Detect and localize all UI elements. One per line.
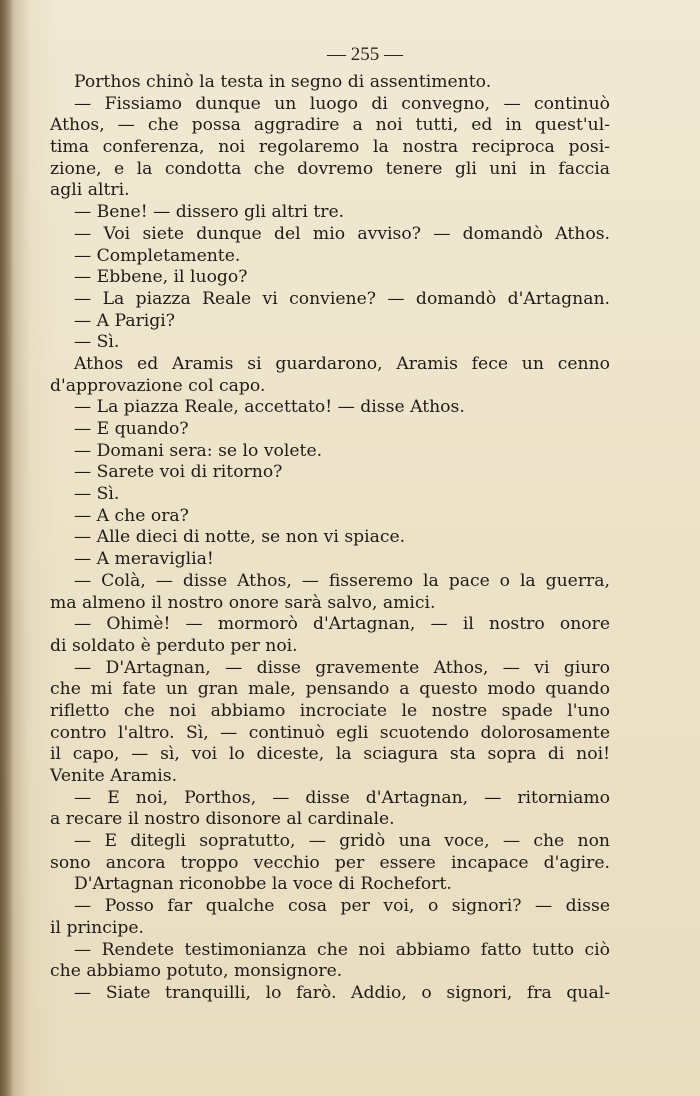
text-line: — Domani sera: se lo volete.	[74, 440, 323, 461]
text-line: — A meraviglia!	[74, 549, 214, 570]
text-line: — Sarete voi di ritorno?	[74, 462, 283, 483]
text-line: di soldato è perduto per noi.	[50, 635, 298, 656]
text-line: — Voi siete dunque del mio avviso? — domandò Athos.	[74, 223, 610, 244]
text-line: — Sì.	[74, 332, 120, 353]
text-line: D'Artagnan riconobbe la voce di Rochefort.	[74, 874, 452, 895]
text-line: — Sì.	[74, 484, 120, 505]
text-line: il capo, — sì, voi lo diceste, la sciagura sta sopra di noi!	[50, 744, 610, 765]
text-line: — Fissiamo dunque un luogo di convegno, — continuò	[74, 93, 610, 114]
text-line: Venite Aramis.	[50, 766, 178, 786]
text-line: — Colà, — disse Athos, — fisseremo la pace o la guerra,	[74, 570, 610, 591]
text-line: che abbiamo potuto, monsignore.	[50, 961, 343, 982]
text-line: Athos, — che possa aggradire a noi tutti, ed in quest'ul-	[50, 115, 610, 136]
text-line: — La piazza Reale vi conviene? — domandò d'Artagnan.	[74, 288, 610, 309]
text-line: Porthos chinò la testa in segno di assentimento.	[74, 72, 492, 92]
text-line: ma almeno il nostro onore sarà salvo, amici.	[50, 592, 436, 613]
text-line: — Completamente.	[74, 245, 241, 266]
text-line: d'approvazione col capo.	[50, 375, 266, 396]
text-line: che mi fate un gran male, pensando a questo modo quando	[50, 679, 610, 700]
text-line: agli altri.	[50, 180, 130, 201]
text-line: — A Parigi?	[74, 310, 175, 331]
text-line: contro l'altro. Sì, — continuò egli scuotendo dolorosamente	[50, 722, 610, 743]
text-line: Athos ed Aramis si guardarono, Aramis fece un cenno	[74, 353, 610, 374]
text-line: — E noi, Porthos, — disse d'Artagnan, — ritorniamo	[74, 787, 610, 808]
text-line: — A che ora?	[74, 505, 189, 526]
page-number: — 255 —	[327, 44, 403, 65]
text-line: — D'Artagnan, — disse gravemente Athos, — vi giuro	[74, 657, 610, 678]
text-line: il principe.	[50, 917, 145, 938]
body-text	[50, 72, 610, 1005]
text-line: — Rendete testimonianza che noi abbiamo fatto tutto ciò	[74, 939, 610, 960]
text-line: — Siate tranquilli, lo farò. Addio, o signori, fra qual-	[74, 982, 610, 1003]
text-line: — Posso far qualche cosa per voi, o signori? — disse	[74, 896, 610, 917]
spine-shadow	[0, 0, 14, 1096]
text-line: — Alle dieci di notte, se non vi spiace.	[74, 527, 406, 548]
text-line: — La piazza Reale, accettato! — disse Athos.	[74, 397, 465, 418]
text-line: sono ancora troppo vecchio per essere incapace d'agire.	[50, 852, 610, 873]
text-line: — E quando?	[74, 419, 189, 439]
text-line: — Bene! — dissero gli altri tre.	[74, 202, 345, 223]
text-line: rifletto che noi abbiamo incrociate le nostre spade l'uno	[50, 700, 610, 721]
text-line: — Ohimè! — mormorò d'Artagnan, — il nostro onore	[74, 614, 610, 635]
text-line: zione, e la condotta che dovremo tenere gli uni in faccia	[50, 158, 610, 179]
text-line: a recare il nostro disonore al cardinale.	[50, 809, 395, 830]
text-line: — E ditegli sopratutto, — gridò una voce, — che non	[74, 831, 610, 852]
text-line: — Ebbene, il luogo?	[74, 267, 248, 288]
text-line: tima conferenza, noi regolaremo la nostra reciproca posi-	[50, 137, 610, 158]
